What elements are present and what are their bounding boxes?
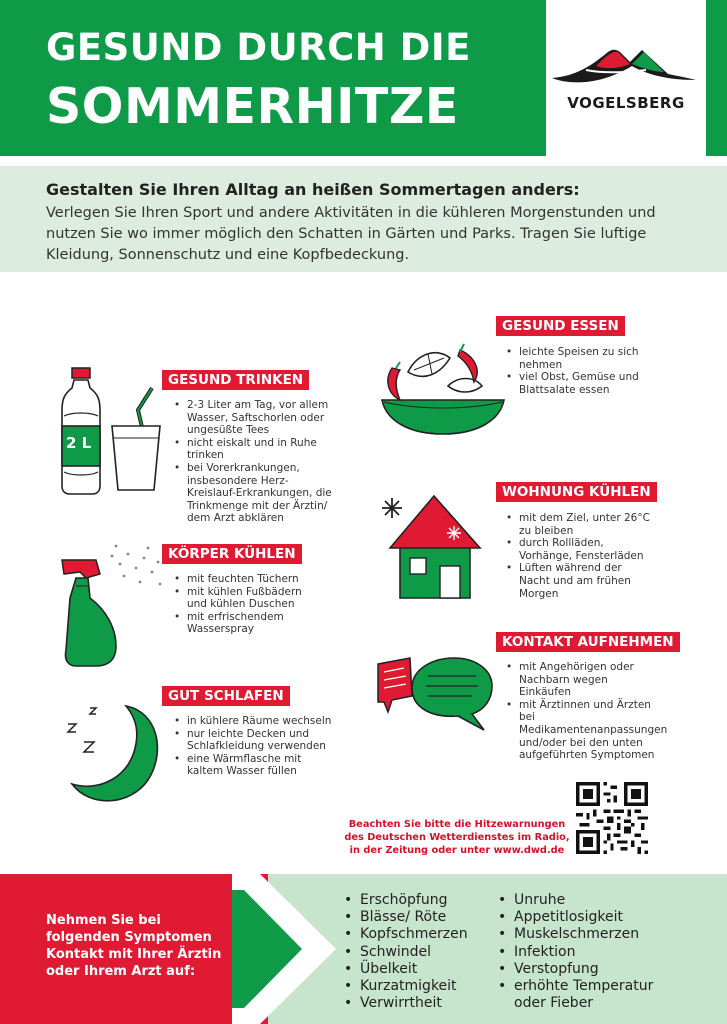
section-label-wohnung: WOHNUNG KÜHLEN xyxy=(496,482,657,502)
water-bottle-and-glass-icon xyxy=(52,366,170,498)
symptom-item: • Übelkeit xyxy=(344,961,494,978)
symptom-item: • Blässe/ Röte xyxy=(344,909,494,926)
list-item: • in kühlere Räume wechseln xyxy=(174,715,334,728)
bottle-label: 2 L xyxy=(66,434,92,452)
kontakt-list xyxy=(506,661,668,762)
intro-heading: Gestalten Sie Ihren Alltag an heißen Sommertagen anders: xyxy=(46,180,580,199)
footer-arrow xyxy=(232,874,336,1024)
symptom-item: • Appetitlosigkeit xyxy=(498,909,658,926)
list-item: • mit feuchten Tüchern xyxy=(174,573,324,586)
symptom-item: • Schwindel xyxy=(344,944,494,961)
trinken-list xyxy=(174,399,334,525)
list-item: • mit Angehörigen oder Nachbarn wegen Einkäufen xyxy=(506,661,656,699)
page-title-line1: GESUND DURCH DIE xyxy=(46,26,471,69)
spray-bottle-icon xyxy=(40,538,172,670)
section-label-kuehlen: KÖRPER KÜHLEN xyxy=(162,544,302,564)
symptom-item: • Verstopfung xyxy=(498,961,658,978)
salad-bowl-icon xyxy=(378,340,508,436)
list-item: • 2-3 Liter am Tag, vor allem Wasser, Saftschorlen oder ungesüßte Tees xyxy=(174,399,334,437)
moon-icon xyxy=(56,700,166,810)
heat-warning-note: Beachten Sie bitte die Hitzewarnungen des Deutschen Wetterdienstes im Radio, in der Zeitung oder unter www.dwd.de xyxy=(344,819,570,856)
list-item: • eine Wärmflasche mit kaltem Wasser füllen xyxy=(174,753,334,778)
essen-list xyxy=(506,346,646,396)
speech-bubbles-icon xyxy=(372,652,496,734)
symptom-item: • Erschöpfung xyxy=(344,892,494,909)
list-item: • mit dem Ziel, unter 26°C zu bleiben xyxy=(506,512,654,537)
house-icon xyxy=(374,486,494,604)
section-label-trinken: GESUND TRINKEN xyxy=(162,370,309,390)
section-label-kontakt: KONTAKT AUFNEHMEN xyxy=(496,632,680,652)
list-item: • Lüften während der Nacht und am frühen Morgen xyxy=(506,562,654,600)
symptom-item: • erhöhte Temperatur oder Fieber xyxy=(498,978,658,1012)
symptoms-list-1 xyxy=(344,892,494,1012)
list-item: • mit kühlen Fußbädern und kühlen Duschen xyxy=(174,586,324,611)
list-item: • mit erfrischendem Wasserspray xyxy=(174,611,324,636)
symptom-item: • Infektion xyxy=(498,944,658,961)
symptom-item: • Verwirrtheit xyxy=(344,995,494,1012)
symptom-item: • Kopfschmerzen xyxy=(344,926,494,943)
symptom-item: • Unruhe xyxy=(498,892,658,909)
list-item: • leichte Speisen zu sich nehmen xyxy=(506,346,646,371)
section-label-essen: GESUND ESSEN xyxy=(496,316,625,336)
section-label-schlafen: GUT SCHLAFEN xyxy=(162,686,290,706)
list-item: • bei Vorerkrankungen, insbesondere Herz-Kreislauf-Erkrankungen, die Trinkmenge mit der Ärztin/ dem Arzt abklären xyxy=(174,462,334,525)
schlafen-list xyxy=(174,715,334,778)
list-item: • durch Rollläden, Vorhänge, Fensterläden xyxy=(506,537,654,562)
list-item: • mit Ärztinnen und Ärzten bei Medikamentenanpassungen und/oder bei den unten aufgeführten Symptomen xyxy=(506,699,656,762)
symptom-item: • Muskelschmerzen xyxy=(498,926,658,943)
page-title-line2: SOMMERHITZE xyxy=(46,78,459,135)
qr-code[interactable] xyxy=(576,782,648,854)
list-item: • nicht eiskalt und in Ruhe trinken xyxy=(174,437,334,462)
header-stripe xyxy=(706,0,727,156)
symptoms-list-2 xyxy=(498,892,658,1012)
kuehlen-list xyxy=(174,573,324,636)
wohnung-list xyxy=(506,512,654,600)
symptom-item: • Kurzatmigkeit xyxy=(344,978,494,995)
footer-contact-text: Nehmen Sie bei folgenden Symptomen Kontakt mit Ihrer Ärztin oder Ihrem Arzt auf: xyxy=(46,913,222,979)
logo-text: VOGELSBERG xyxy=(567,94,685,112)
list-item: • nur leichte Decken und Schlafkleidung verwenden xyxy=(174,728,334,753)
intro-text: Verlegen Sie Ihren Sport und andere Aktivitäten in die kühleren Morgenstunden und nutzen Sie wo immer möglich den Schatten in Gärten und Parks. Tragen Sie luftige Kleidung, Sonnenschutz und eine Kopfbedeckung. xyxy=(46,205,656,263)
list-item: • viel Obst, Gemüse und Blattsalate essen xyxy=(506,371,646,396)
